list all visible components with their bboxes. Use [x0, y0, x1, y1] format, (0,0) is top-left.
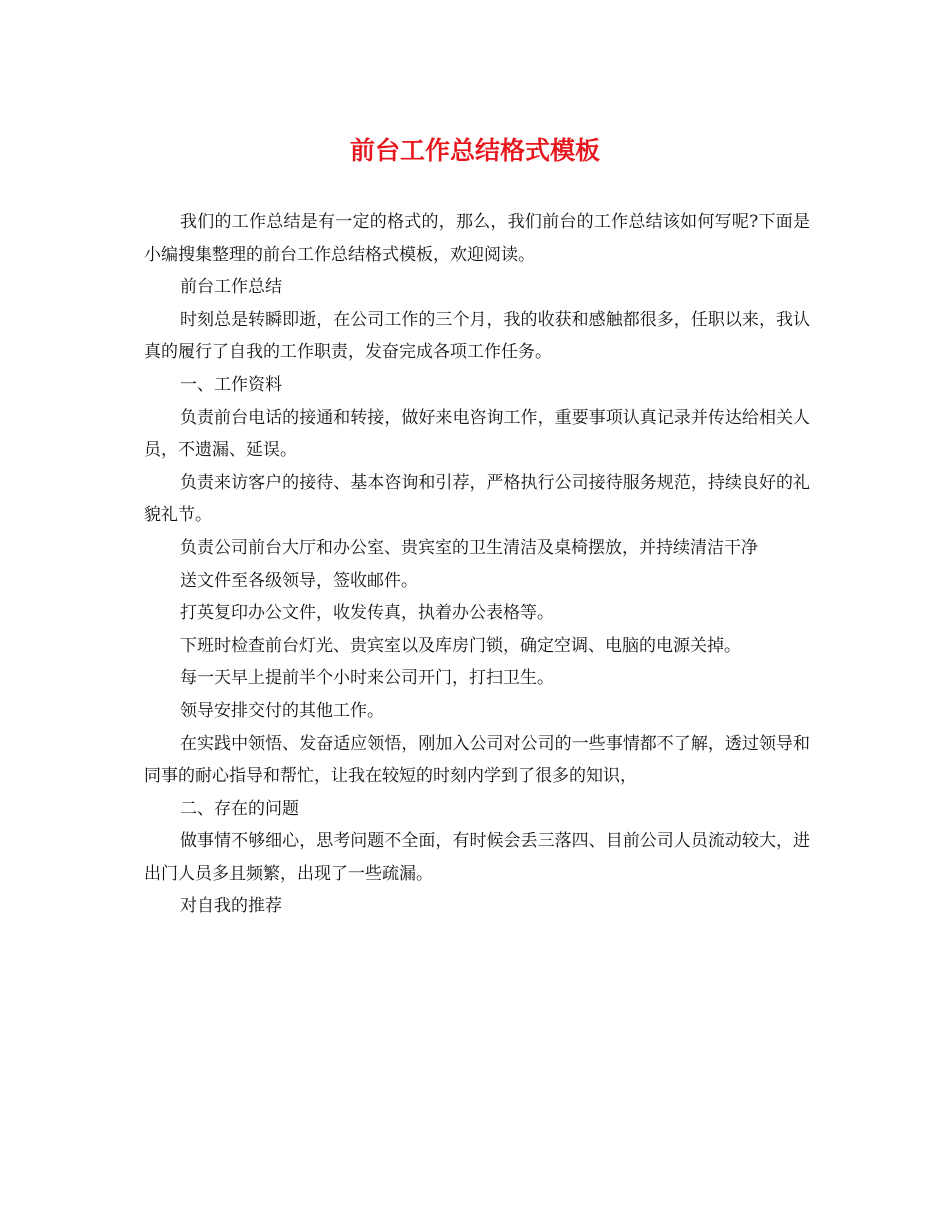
document-body: [144, 206, 810, 923]
section-heading-problems: 二、存在的问题: [180, 798, 299, 819]
document-title: 前台工作总结格式模板: [349, 136, 600, 165]
paragraph-document-delivery: 送文件至各级领导，签收邮件。: [180, 570, 418, 591]
paragraph-visitor-duty: 负责来访客户的接待、基本咨询和引荐，严格执行公司接待服务规范，持续良好的礼貌礼节。: [144, 472, 810, 526]
paragraph-phone-duty: 负责前台电话的接通和转接，做好来电咨询工作，重要事项认真记录并传达给相关人员，不遗漏、延误。: [144, 407, 810, 461]
paragraph-intro: 我们的工作总结是有一定的格式的，那么，我们前台的工作总结该如何写呢?下面是小编搜集整理的前台工作总结格式模板，欢迎阅读。: [144, 212, 810, 265]
paragraph-problems: 做事情不够细心，思考问题不全面，有时候会丢三落四、目前公司人员流动较大，进出门人员多且频繁，出现了一些疏漏。: [144, 831, 810, 884]
paragraph-learning: 在实践中领悟、发奋适应领悟，刚加入公司对公司的一些事情都不了解，透过领导和同事的耐心指导和帮忙，让我在较短的时刻内学到了很多的知识，: [144, 733, 810, 787]
paragraph-morning-opening: 每一天早上提前半个小时来公司开门，打扫卫生。: [180, 668, 554, 689]
paragraph-copy-fax: 打英复印办公文件，收发传真，执着办公表格等。: [180, 603, 554, 624]
paragraph-cleaning-duty: 负责公司前台大厅和办公室、贵宾室的卫生清洁及桌椅摆放，并持续清洁干净: [180, 537, 758, 558]
paragraph-closing-check: 下班时检查前台灯光、贵宾室以及库房门锁，确定空调、电脑的电源关掉。: [180, 635, 741, 656]
section-heading-work-content: 一、工作资料: [180, 374, 282, 395]
section-heading-self-recommendation: 对自我的推荐: [180, 896, 282, 917]
section-heading-summary: 前台工作总结: [180, 277, 282, 298]
paragraph-overview: 时刻总是转瞬即逝，在公司工作的三个月，我的收获和感触都很多，任职以来，我认真的履行了自我的工作职责，发奋完成各项工作任务。: [144, 309, 810, 363]
paragraph-other-tasks: 领导安排交付的其他工作。: [180, 700, 384, 721]
